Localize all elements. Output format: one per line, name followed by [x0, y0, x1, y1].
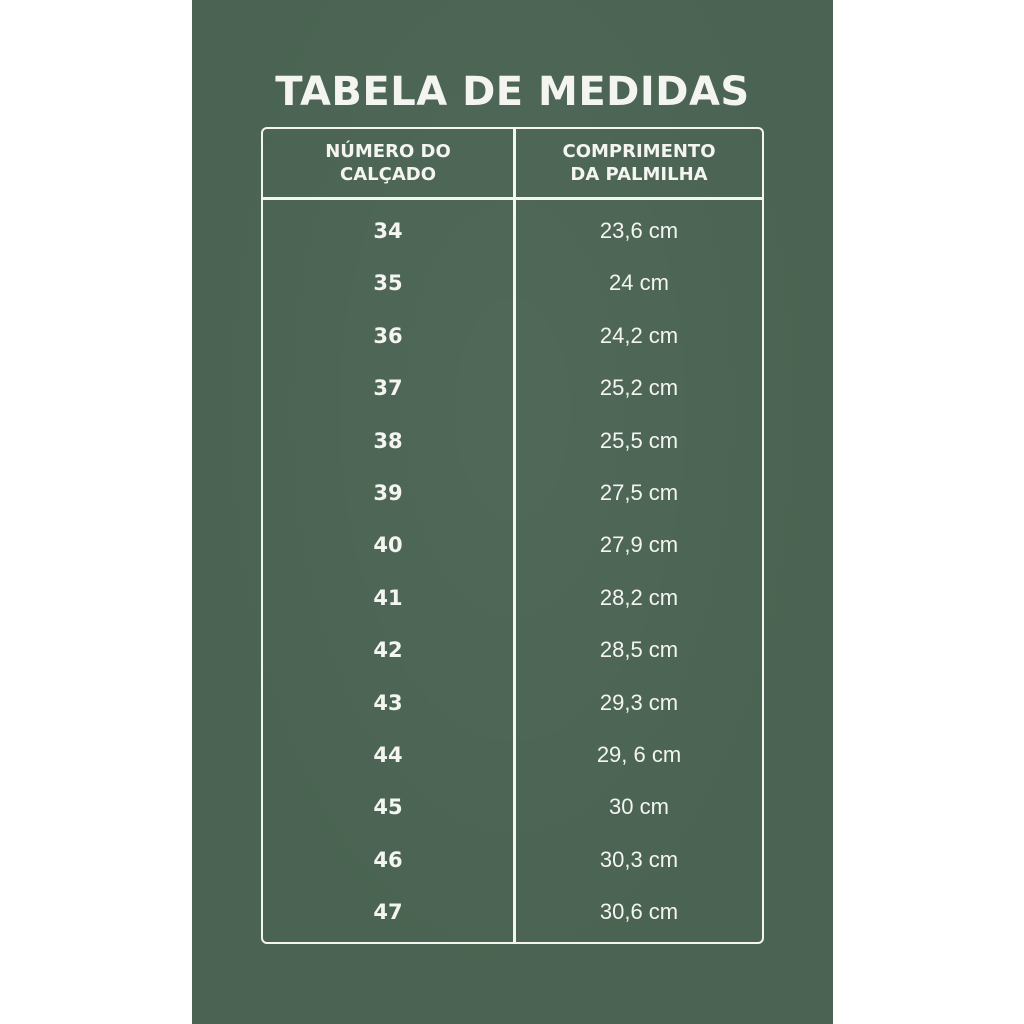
table-row: 40 27,9 cm	[373, 532, 679, 558]
size-table	[261, 127, 764, 944]
header-insole-length: COMPRIMENTO DA PALMILHA	[562, 141, 716, 185]
page-title: TABELA DE MEDIDAS	[275, 69, 750, 115]
table-row: 44 29, 6 cm	[373, 741, 682, 767]
table-row: 43 29,3 cm	[373, 689, 679, 715]
table-row: 38 25,5 cm	[373, 427, 679, 453]
table-row: 34 23,6 cm	[373, 218, 679, 243]
table-row: 35 24 cm	[373, 270, 669, 296]
table-row: 45 30 cm	[373, 794, 669, 820]
table-body	[263, 218, 762, 964]
table-row: 47 30,6 cm	[373, 899, 679, 925]
header-divider	[263, 197, 762, 200]
header-shoe-size: NÚMERO DO CALÇADO	[325, 141, 451, 185]
table-row: 37 25,2 cm	[373, 375, 679, 401]
table-row: 39 27,5 cm	[373, 479, 679, 505]
table-row: 41 28,2 cm	[373, 584, 679, 610]
table-row: 36 24,2 cm	[373, 322, 679, 348]
table-row: 46 30,3 cm	[373, 846, 679, 872]
size-chart-card	[192, 0, 833, 1024]
table-row: 42 28,5 cm	[373, 637, 679, 663]
